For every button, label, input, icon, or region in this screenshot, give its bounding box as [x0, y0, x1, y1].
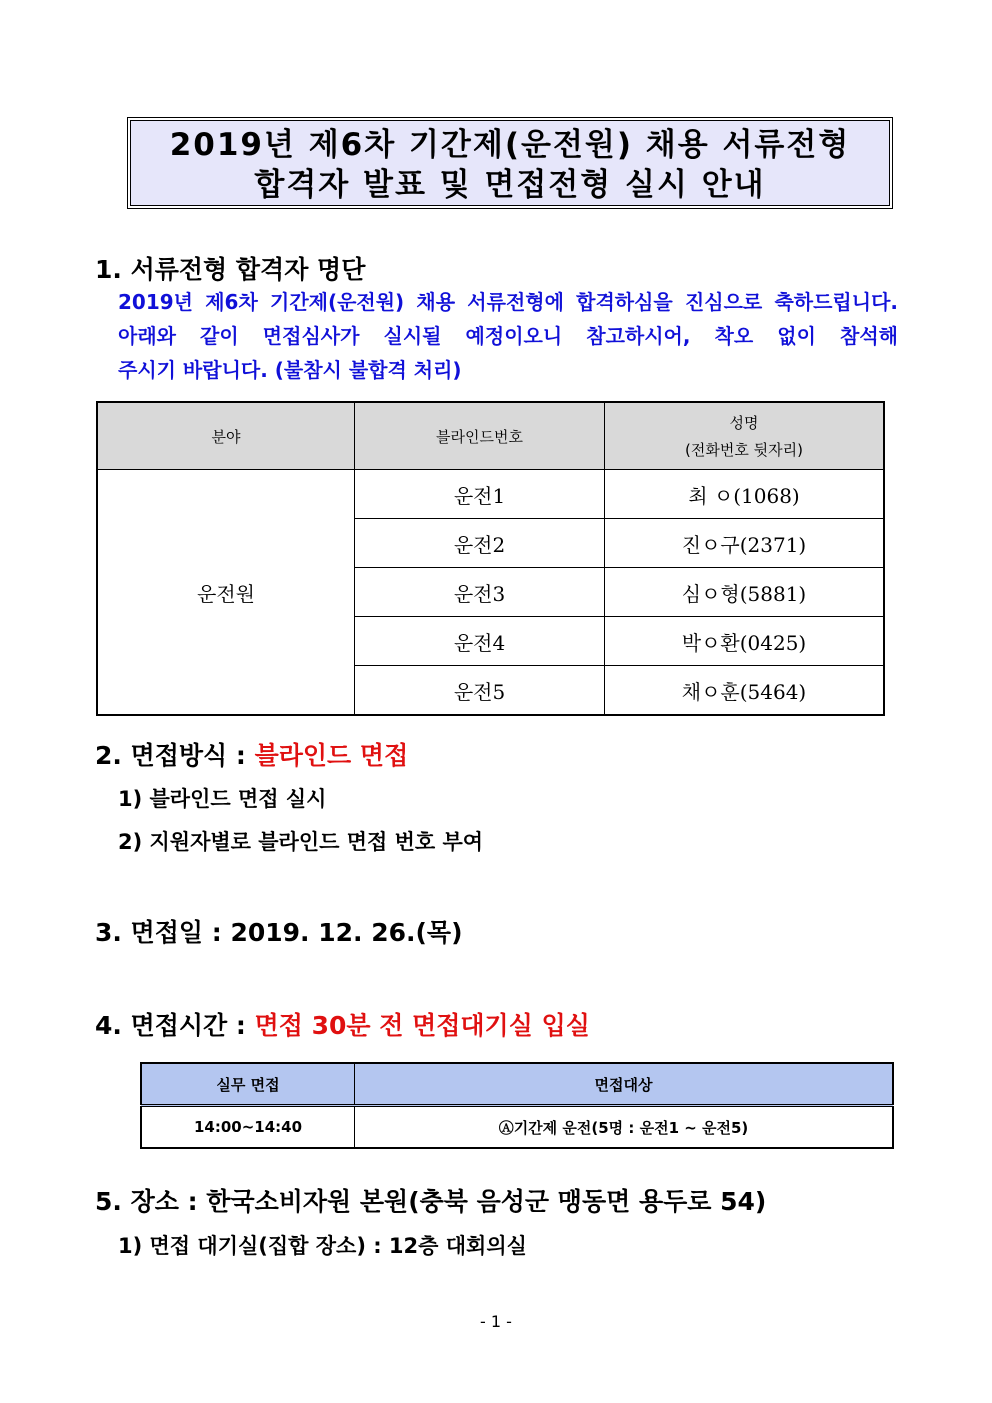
candidate-name-cell: 채ㅇ훈(5464) — [605, 666, 885, 716]
interview-target-cell: Ⓐ기간제 운전(5명 : 운전1 ~ 운전5) — [355, 1106, 894, 1149]
section2-heading-highlight: 블라인드 면접 — [254, 741, 409, 770]
section4-heading-highlight: 면접 30분 전 면접대기실 입실 — [254, 1011, 590, 1040]
section5-heading: 5. 장소 : 한국소비자원 본원(충북 음성군 맹동면 용두로 54) — [95, 1187, 767, 1216]
header-practical-interview: 실무 면접 — [141, 1063, 355, 1106]
candidate-name-cell: 진ㅇ구(2371) — [605, 519, 885, 568]
table-header-row — [97, 402, 884, 470]
schedule-header-row — [141, 1063, 893, 1106]
section1-intro — [118, 285, 898, 387]
candidate-name-cell: 최 ㅇ(1068) — [605, 470, 885, 519]
candidate-name-cell: 박ㅇ환(0425) — [605, 617, 885, 666]
section3-heading: 3. 면접일 : 2019. 12. 26.(목) — [95, 918, 463, 947]
blind-number-cell: 운전2 — [355, 519, 605, 568]
header-blind-number: 블라인드번호 — [355, 402, 605, 470]
header-name — [605, 402, 885, 470]
section2-heading — [95, 736, 408, 772]
section2-item-1: 1) 블라인드 면접 실시 — [118, 787, 327, 811]
title-line-1: 2019년 제6차 기간제(운전원) 채용 서류전형 — [169, 127, 851, 163]
intro-line-3: 주시기 바랍니다. (불참시 불합격 처리) — [118, 358, 462, 382]
blind-number-cell: 운전1 — [355, 470, 605, 519]
intro-line-2: 아래와 같이 면접심사가 실시될 예정이오니 참고하시어, 착오 없이 참석해 — [118, 324, 898, 348]
section1-heading: 1. 서류전형 합격자 명단 — [95, 255, 366, 284]
page-number: - 1 - — [480, 1312, 512, 1331]
title-line-2: 합격자 발표 및 면접전형 실시 안내 — [254, 167, 766, 203]
section4-heading-prefix: 4. 면접시간 : — [95, 1011, 255, 1040]
interview-schedule-table — [140, 1062, 894, 1149]
candidate-name-cell: 심ㅇ형(5881) — [605, 568, 885, 617]
intro-line-1: 2019년 제6차 기간제(운전원) 채용 서류전형에 합격하심을 진심으로 축하드립니다. — [118, 290, 898, 314]
passed-candidates-table — [96, 401, 885, 716]
table-row — [97, 470, 884, 519]
schedule-row — [141, 1106, 893, 1149]
section2-item-2: 2) 지원자별로 블라인드 면접 번호 부여 — [118, 830, 484, 854]
section2-heading-prefix: 2. 면접방식 : — [95, 741, 255, 770]
header-field: 분야 — [97, 402, 355, 470]
blind-number-cell: 운전3 — [355, 568, 605, 617]
section5-item-1: 1) 면접 대기실(집합 장소) : 12층 대회의실 — [118, 1234, 527, 1258]
header-phone-label: (전화번호 뒷자리) — [685, 441, 803, 459]
document-title-box — [130, 120, 890, 206]
blind-number-cell: 운전4 — [355, 617, 605, 666]
interview-time-cell: 14:00~14:40 — [141, 1106, 355, 1149]
header-name-label: 성명 — [729, 414, 759, 432]
section4-heading — [95, 1006, 590, 1042]
blind-number-cell: 운전5 — [355, 666, 605, 716]
header-interview-target: 면접대상 — [355, 1063, 894, 1106]
field-cell: 운전원 — [97, 470, 355, 716]
